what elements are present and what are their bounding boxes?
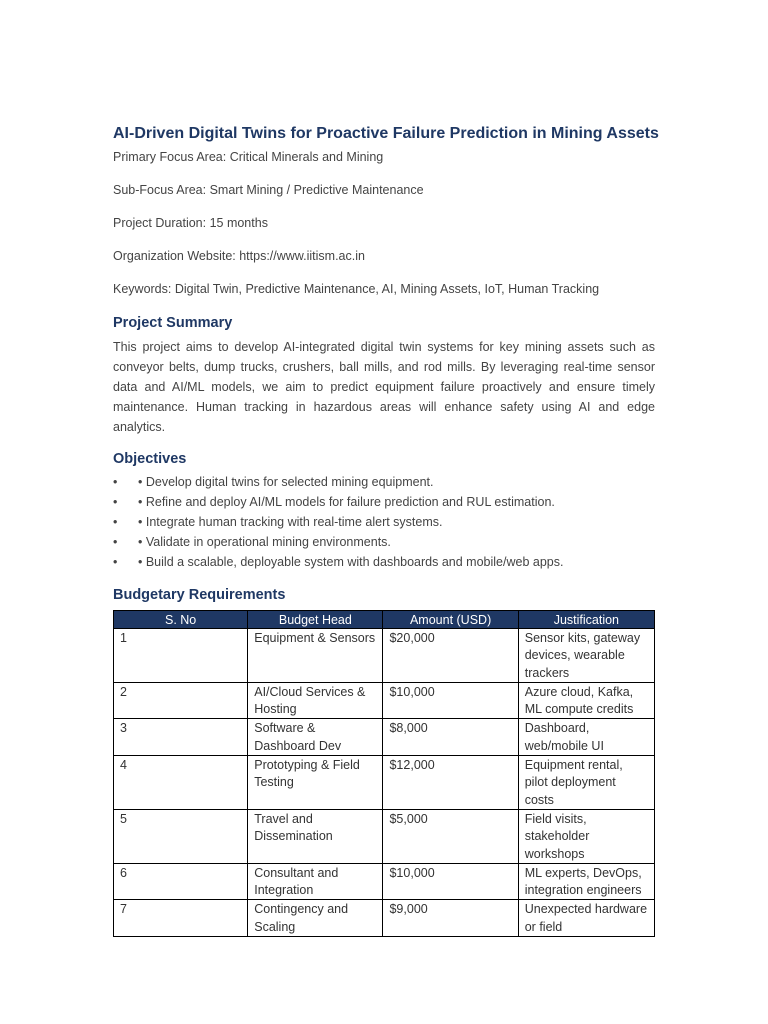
cell-budget-head: Travel and Dissemination — [248, 809, 383, 863]
table-row — [114, 756, 655, 810]
primary-focus-area: Primary Focus Area: Critical Minerals and Mining — [113, 150, 384, 164]
cell-amount: $10,000 — [383, 863, 518, 900]
objective-item: • • Build a scalable, deployable system with dashboards and mobile/web apps. — [113, 552, 655, 572]
cell-budget-head: Equipment & Sensors — [248, 629, 383, 683]
cell-justification: Unexpected hardware or field — [518, 900, 654, 937]
bullet-icon: • — [113, 475, 118, 489]
cell-justification: Azure cloud, Kafka, ML compute credits — [518, 682, 654, 719]
header-budget-head: Budget Head — [248, 611, 383, 629]
keywords: Keywords: Digital Twin, Predictive Maintenance, AI, Mining Assets, IoT, Human Tracking — [113, 282, 600, 296]
cell-amount: $12,000 — [383, 756, 518, 810]
cell-budget-head: Prototyping & Field Testing — [248, 756, 383, 810]
header-justification: Justification — [518, 611, 654, 629]
table-row — [114, 900, 655, 937]
organization-website: Organization Website: https://www.iitism.ac.in — [113, 249, 365, 263]
cell-amount: $20,000 — [383, 629, 518, 683]
cell-amount: $9,000 — [383, 900, 518, 937]
bullet-icon: • — [113, 535, 118, 549]
header-amount: Amount (USD) — [383, 611, 518, 629]
budget-table — [113, 610, 655, 937]
budget-heading: Budgetary Requirements — [113, 587, 286, 603]
cell-sno: 2 — [114, 682, 248, 719]
cell-justification: Equipment rental, pilot deployment costs — [518, 756, 654, 810]
objectives-list — [113, 472, 655, 572]
table-row — [114, 719, 655, 756]
objective-item: • • Integrate human tracking with real-time alert systems. — [113, 512, 655, 532]
cell-sno: 6 — [114, 863, 248, 900]
cell-amount: $8,000 — [383, 719, 518, 756]
project-duration: Project Duration: 15 months — [113, 216, 268, 230]
bullet-icon: • — [113, 555, 118, 569]
cell-sno: 7 — [114, 900, 248, 937]
cell-justification: Dashboard, web/mobile UI — [518, 719, 654, 756]
objective-item: • • Develop digital twins for selected mining equipment. — [113, 472, 655, 492]
cell-sno: 3 — [114, 719, 248, 756]
objectives-heading: Objectives — [113, 451, 187, 467]
bullet-icon: • — [113, 495, 118, 509]
table-row — [114, 863, 655, 900]
cell-budget-head: Consultant and Integration — [248, 863, 383, 900]
table-row — [114, 629, 655, 683]
project-summary-heading: Project Summary — [113, 315, 233, 331]
document-title: AI-Driven Digital Twins for Proactive Failure Prediction in Mining Assets — [113, 125, 659, 142]
cell-sno: 4 — [114, 756, 248, 810]
cell-budget-head: Contingency and Scaling — [248, 900, 383, 937]
bullet-icon: • — [113, 515, 118, 529]
table-row — [114, 809, 655, 863]
project-summary-text: This project aims to develop AI-integrated digital twin systems for key mining assets such as conveyor belts, dump trucks, crushers, ball mills, and rod mills. By leveraging real-time sensor data and AI/ML models, we aim to predict equipment failure proactively and ensure timely maintenance. Human tracking in hazardous areas will enhance safety using AI and edge analytics. — [113, 340, 655, 434]
header-sno: S. No — [114, 611, 248, 629]
cell-justification: Sensor kits, gateway devices, wearable trackers — [518, 629, 654, 683]
cell-sno: 5 — [114, 809, 248, 863]
cell-justification: ML experts, DevOps, integration engineers — [518, 863, 654, 900]
cell-budget-head: Software & Dashboard Dev — [248, 719, 383, 756]
cell-sno: 1 — [114, 629, 248, 683]
table-row — [114, 682, 655, 719]
table-header-row — [114, 611, 655, 629]
cell-budget-head: AI/Cloud Services & Hosting — [248, 682, 383, 719]
sub-focus-area: Sub-Focus Area: Smart Mining / Predictive Maintenance — [113, 183, 424, 197]
cell-amount: $10,000 — [383, 682, 518, 719]
cell-justification: Field visits, stakeholder workshops — [518, 809, 654, 863]
objective-item: • • Validate in operational mining environments. — [113, 532, 655, 552]
objective-item: • • Refine and deploy AI/ML models for failure prediction and RUL estimation. — [113, 492, 655, 512]
cell-amount: $5,000 — [383, 809, 518, 863]
